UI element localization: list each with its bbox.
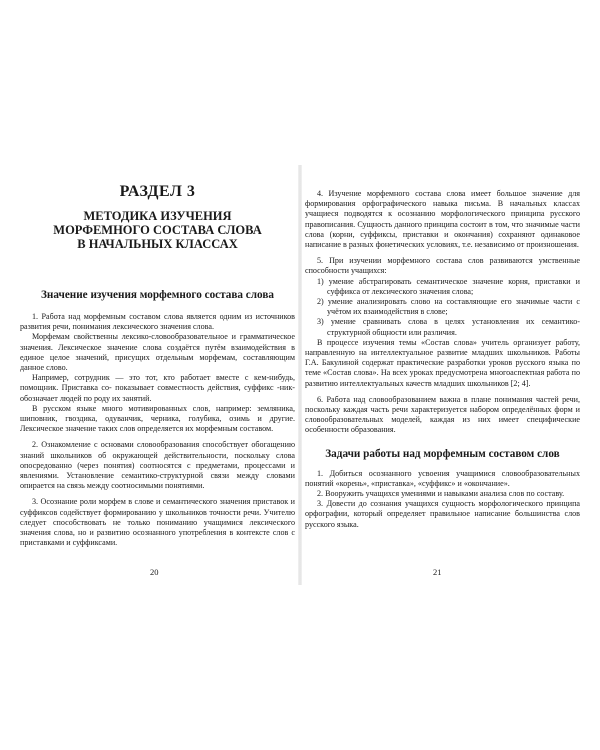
section-number: РАЗДЕЛ 3 xyxy=(119,183,196,200)
book-gutter xyxy=(298,165,302,585)
section-title-line: В НАЧАЛЬНЫХ КЛАССАХ xyxy=(77,237,238,251)
list-item: 3. Довести до сознания учащихся сущность морфологического принципа орфографии, который определяет правильное написание большинства слов русского языка. xyxy=(305,499,580,529)
section-title-line: МЕТОДИКА ИЗУЧЕНИЯ xyxy=(83,209,232,223)
paragraph: Морфемам свойственны лексико-словообразовательное и грамматическое значения. Лексическое значение слова создаётся путём взаимодействия в единое целое значений, присущих отдельным морфемам, составляющим данное слово. xyxy=(20,332,295,373)
left-page xyxy=(20,165,295,585)
paragraph: В русском языке много мотивированных слов, например: земляника, шиповник, гвоздика, одуванчик, черника, голубика, озимь и другие. Лексическое значение таких слов определяется их морфемным составом. xyxy=(20,403,295,434)
paragraph: 2. Ознакомление с основами словообразования способствует обогащению знаний школьников об окружающей действительности, поскольку слова опосредованно (через понятия) соотносятся с предметами, процессами и явлениями. Установление семантико-структурной связи между словами опирается на связь между соотносимыми понятиями. xyxy=(20,440,295,491)
right-page xyxy=(305,165,580,585)
left-subheading: Значение изучения морфемного состава слова xyxy=(41,289,274,301)
list-item: 2) умение анализировать слово на составляющие его значимые части с учётом их взаимодействия в слове; xyxy=(317,297,580,317)
paragraph: В процессе изучения темы «Состав слова» учитель организует работу, направленную на интеллектуальное развитие младших школьников. Работы Г.А. Бакулиной содержат практические разработки уроков русского языка по теме «Состав слова». На всех уроках предусмотрена многоаспектная работа по развитию интеллектуальных качеств младших школьников [2; 4]. xyxy=(305,337,580,388)
section-title-line: МОРФЕМНОГО СОСТАВА СЛОВА xyxy=(53,223,262,237)
paragraph: 5. При изучении морфемного состава слов развиваются умственные способности учащихся: xyxy=(305,256,580,276)
list-item: 2. Вооружить учащихся умениями и навыками анализа слов по составу. xyxy=(317,489,565,499)
page-number: 20 xyxy=(150,567,159,577)
paragraph: 1. Работа над морфемным составом слова является одним из источников развития речи, понимания лексического значения слова. xyxy=(20,312,295,332)
left-body xyxy=(20,289,295,548)
book-spread xyxy=(0,165,600,585)
paragraph: 6. Работа над словообразованием важна в плане понимания частей речи, поскольку каждая часть речи характеризуется набором определённых форм и словообразовательных моделей, каждая из них имеет специфические особенности образования. xyxy=(305,394,580,435)
list-item: 3) умение сравнивать слова в целях установления их семантико-структурной общности или различия. xyxy=(317,317,580,337)
list-item: 1) умение абстрагировать семантическое значение корня, приставки и суффикса от лексического значения слова; xyxy=(317,276,580,296)
paragraph: 3. Осознание роли морфем в слове и семантического значения приставок и суффиксов содействует формированию у школьников точности речи. Учителю следует способствовать не только пониманию учащимися лексического значения слова, но и развитию осознанного употребления в контексте слов с приставками и суффиксами. xyxy=(20,497,295,548)
right-subheading: Задачи работы над морфемным составом слов xyxy=(325,447,560,460)
paragraph: 4. Изучение морфемного состава слова имеет большое значение для формирования орфографического навыка письма. В начальных классах учащиеся подводятся к осознанию морфологического принципа русского правописания. Сущность данного принципа состоит в том, что значимые части слова (корни, суффиксы, приставки и окончания) сохраняют одинаковое написание в разных фонетических условиях, т.е. независимо от произношения. xyxy=(305,189,580,250)
abilities-list xyxy=(305,277,580,338)
section-title xyxy=(30,209,285,251)
page-number: 21 xyxy=(433,567,442,577)
list-item: 1. Добиться осознанного усвоения учащимися словообразовательных понятий «корень», «приставка», «суффикс» и «окончание». xyxy=(305,468,580,488)
paragraph: Например, сотрудник — это тот, кто работает вместе с кем-нибудь, помощник. Приставка со- показывает совместность действия, суффикс -ник- обозначает людей по роду их занятий. xyxy=(20,373,295,403)
right-body xyxy=(305,189,580,530)
